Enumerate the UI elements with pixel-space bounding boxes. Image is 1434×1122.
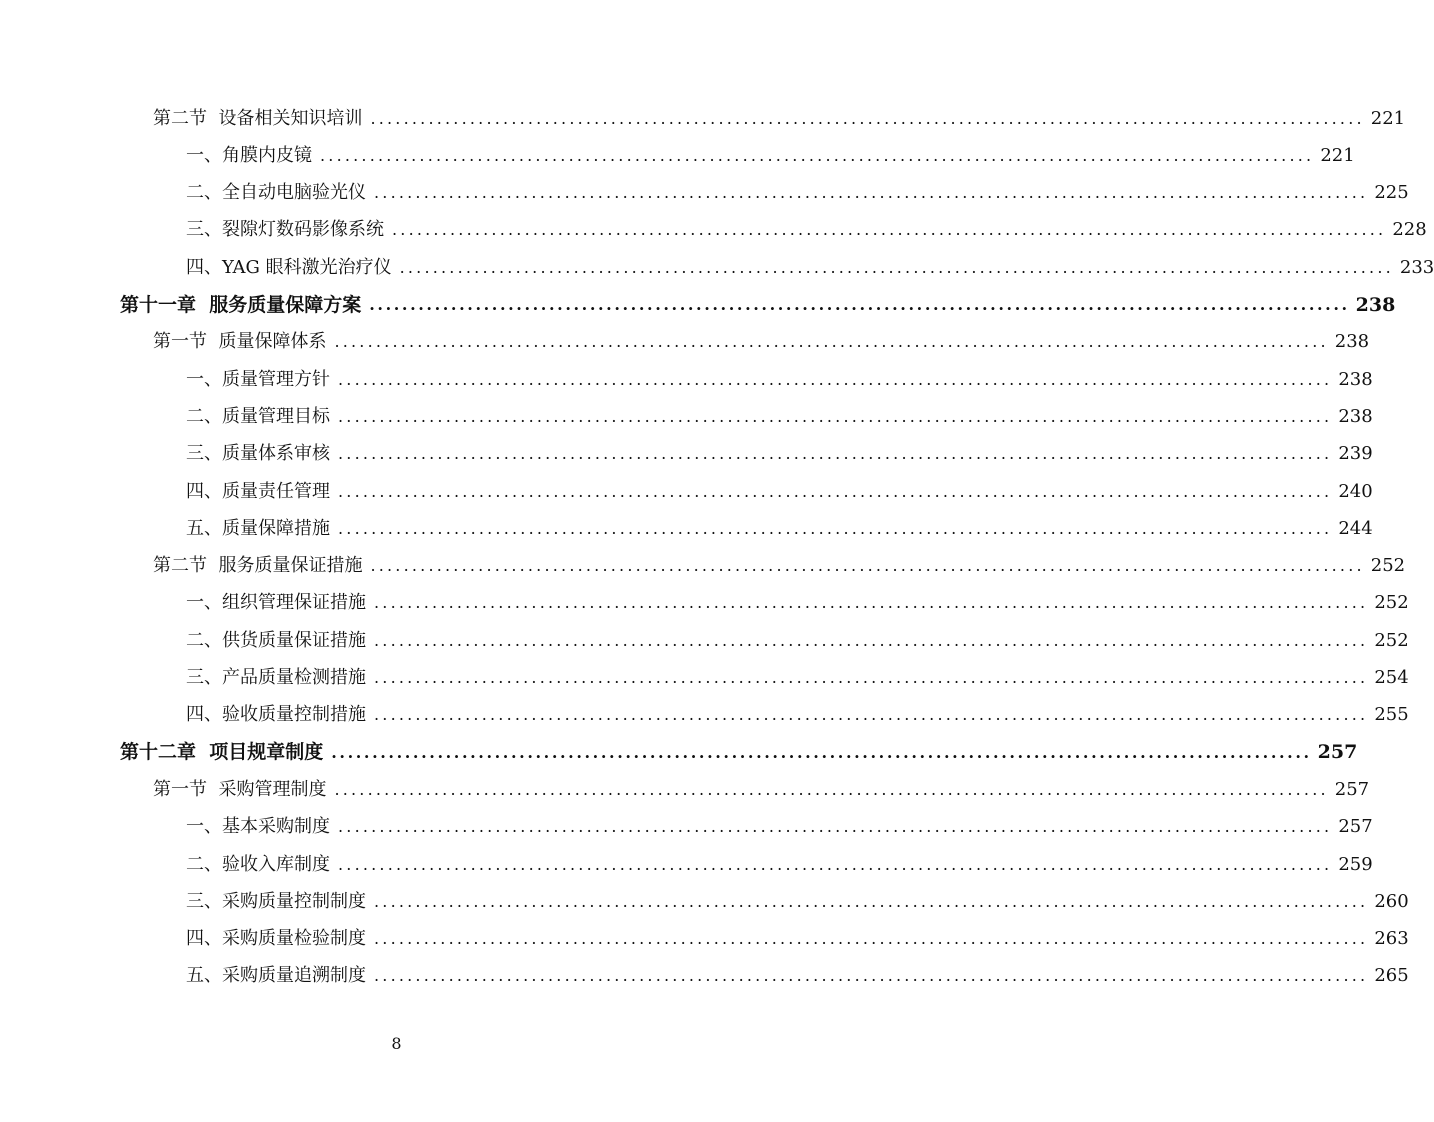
toc-subsection-entry[interactable] — [0, 958, 1409, 995]
dot-leader: ........................................................................................................................ — [374, 593, 1369, 613]
toc-entry-title: 五、采购质量追溯制度 — [186, 965, 366, 987]
toc-entry-page: 252 — [1370, 555, 1406, 577]
toc-entry-page: 254 — [1374, 667, 1409, 688]
toc-entry-page: 257 — [1317, 741, 1358, 764]
toc-entry-page: 260 — [1374, 890, 1409, 912]
toc-entry-title: 第一节 质量保障体系 — [153, 331, 327, 353]
toc-entry-line — [186, 436, 1373, 473]
toc-entry-title: 第二节 设备相关知识培训 — [153, 107, 363, 129]
toc-entry-page: 238 — [1338, 405, 1373, 427]
toc-entry-page: 252 — [1374, 592, 1409, 614]
toc-entry-line — [120, 734, 1358, 771]
toc-entry-title: 第十二章 项目规章制度 — [120, 741, 324, 764]
toc-subsection-entry[interactable] — [0, 622, 1409, 659]
toc-entry-title: 二、质量管理目标 — [186, 405, 330, 427]
toc-subsection-entry[interactable] — [0, 212, 1427, 249]
page-number: 8 — [391, 1034, 402, 1053]
toc-entry-line — [186, 585, 1409, 622]
toc-entry-page: 221 — [1320, 144, 1355, 166]
toc-subsection-entry[interactable] — [0, 473, 1373, 510]
dot-leader: ........................................................................................................................ — [338, 369, 1333, 389]
toc-entry-page: 238 — [1355, 293, 1396, 316]
toc-entry-title: 三、产品质量检测措施 — [186, 667, 366, 688]
toc-entry-title: 一、基本采购制度 — [186, 816, 330, 838]
dot-leader: ........................................................................................................................ — [338, 444, 1333, 464]
dot-leader: ........................................................................................................................ — [370, 556, 1365, 576]
toc-subsection-entry[interactable] — [0, 249, 1434, 286]
dot-leader: ........................................................................................................................ — [338, 518, 1333, 538]
toc-entry-title: 第十一章 服务质量保障方案 — [120, 293, 362, 316]
dot-leader: ........................................................................................................................ — [374, 891, 1369, 911]
toc-entry-title: 四、验收质量控制措施 — [186, 704, 366, 726]
dot-leader: ........................................................................................................................ — [331, 742, 1312, 762]
toc-entry-line — [120, 287, 1396, 324]
dot-leader: ........................................................................................................................ — [374, 183, 1369, 203]
toc-section-entry[interactable] — [0, 548, 1406, 585]
dot-leader: ........................................................................................................................ — [374, 966, 1369, 986]
toc-entry-page: 263 — [1374, 928, 1409, 950]
toc-entry-title: 第一节 采购管理制度 — [153, 778, 327, 800]
toc-subsection-entry[interactable] — [0, 883, 1409, 920]
toc-subsection-entry[interactable] — [0, 585, 1409, 622]
toc-chapter-entry[interactable] — [0, 734, 1358, 771]
dot-leader: ........................................................................................................................ — [399, 257, 1394, 277]
toc-entry-line — [186, 510, 1373, 547]
toc-entry-line — [186, 249, 1434, 286]
toc-entry-page: 244 — [1338, 517, 1373, 539]
toc-entry-title: 三、采购质量控制制度 — [186, 890, 366, 912]
toc-subsection-entry[interactable] — [0, 137, 1355, 174]
toc-subsection-entry[interactable] — [0, 398, 1373, 435]
toc-subsection-entry[interactable] — [0, 846, 1373, 883]
toc-entry-line — [186, 361, 1373, 398]
dot-leader: ........................................................................................................................ — [334, 332, 1329, 352]
toc-subsection-entry[interactable] — [0, 510, 1373, 547]
toc-entry-title: 四、YAG 眼科激光治疗仪 — [186, 256, 392, 278]
toc-entry-line — [186, 697, 1409, 734]
dot-leader: ........................................................................................................................ — [392, 220, 1387, 240]
toc-section-entry[interactable] — [0, 100, 1406, 137]
toc-entry-line — [186, 473, 1373, 510]
toc-entry-page: 228 — [1392, 219, 1427, 241]
toc-entry-title: 四、采购质量检验制度 — [186, 928, 366, 950]
toc-entry-line — [186, 137, 1355, 174]
toc-entry-page: 238 — [1334, 331, 1370, 353]
toc-entry-page: 225 — [1374, 182, 1409, 204]
toc-entry-title: 三、质量体系审核 — [186, 443, 330, 465]
toc-entry-line — [153, 771, 1370, 808]
dot-leader: ........................................................................................................................ — [334, 779, 1329, 799]
dot-leader: ........................................................................................................................ — [320, 145, 1315, 165]
toc-section-entry[interactable] — [0, 324, 1370, 361]
toc-entry-line — [186, 846, 1373, 883]
toc-entry-title: 二、供货质量保证措施 — [186, 629, 366, 651]
dot-leader: ........................................................................................................................ — [369, 295, 1350, 314]
toc-entry-page: 252 — [1374, 629, 1409, 651]
toc-entry-title: 一、质量管理方针 — [186, 368, 330, 390]
toc-entry-title: 三、裂隙灯数码影像系统 — [186, 219, 384, 241]
toc-entry-page: 257 — [1338, 816, 1373, 838]
toc-entry-page: 240 — [1338, 480, 1373, 502]
dot-leader: ........................................................................................................................ — [338, 406, 1333, 426]
toc-subsection-entry[interactable] — [0, 436, 1373, 473]
toc-entry-title: 一、组织管理保证措施 — [186, 592, 366, 614]
toc-entry-line — [153, 100, 1406, 137]
toc-entry-page: 233 — [1399, 256, 1434, 278]
toc-entry-line — [153, 324, 1370, 361]
toc-subsection-entry[interactable] — [0, 809, 1373, 846]
toc-entry-line — [186, 398, 1373, 435]
toc-entry-title: 第二节 服务质量保证措施 — [153, 555, 363, 577]
dot-leader: ........................................................................................................................ — [338, 854, 1333, 874]
dot-leader: ........................................................................................................................ — [374, 668, 1369, 687]
toc-entry-title: 五、质量保障措施 — [186, 517, 330, 539]
toc-subsection-entry[interactable] — [0, 697, 1409, 734]
toc-subsection-entry[interactable] — [0, 921, 1409, 958]
toc-entry-page: 238 — [1338, 368, 1373, 390]
dot-leader: ........................................................................................................................ — [374, 705, 1369, 725]
dot-leader: ........................................................................................................................ — [374, 929, 1369, 949]
toc-entry-title: 一、角膜内皮镜 — [186, 144, 312, 166]
toc-entry-page: 257 — [1334, 778, 1370, 800]
toc-entry-line — [186, 212, 1427, 249]
dot-leader: ........................................................................................................................ — [374, 630, 1369, 650]
toc-entry-line — [186, 883, 1409, 920]
toc-entry-line — [186, 809, 1373, 846]
toc-entry-line — [186, 622, 1409, 659]
dot-leader: ........................................................................................................................ — [370, 108, 1365, 128]
toc-entry-title: 二、验收入库制度 — [186, 853, 330, 875]
toc-entry-line — [186, 958, 1409, 995]
toc-entry-page: 259 — [1338, 853, 1373, 875]
toc-entry-title: 四、质量责任管理 — [186, 480, 330, 502]
toc-entry-line — [186, 660, 1409, 697]
toc-entry-page: 255 — [1374, 704, 1409, 726]
dot-leader: ........................................................................................................................ — [338, 817, 1333, 837]
toc-subsection-entry[interactable] — [0, 175, 1409, 212]
toc-entry-page: 265 — [1374, 965, 1409, 987]
toc-entry-title: 二、全自动电脑验光仪 — [186, 182, 366, 204]
toc-subsection-entry[interactable] — [0, 660, 1409, 697]
toc-entry-line — [186, 921, 1409, 958]
toc-entry-page: 221 — [1370, 107, 1406, 129]
toc-entry-line — [153, 548, 1406, 585]
toc-section-entry[interactable] — [0, 771, 1370, 808]
dot-leader: ........................................................................................................................ — [338, 481, 1333, 501]
toc-entry-page: 239 — [1338, 443, 1373, 465]
toc-chapter-entry[interactable] — [0, 287, 1396, 324]
toc-entry-line — [186, 175, 1409, 212]
toc-subsection-entry[interactable] — [0, 361, 1373, 398]
